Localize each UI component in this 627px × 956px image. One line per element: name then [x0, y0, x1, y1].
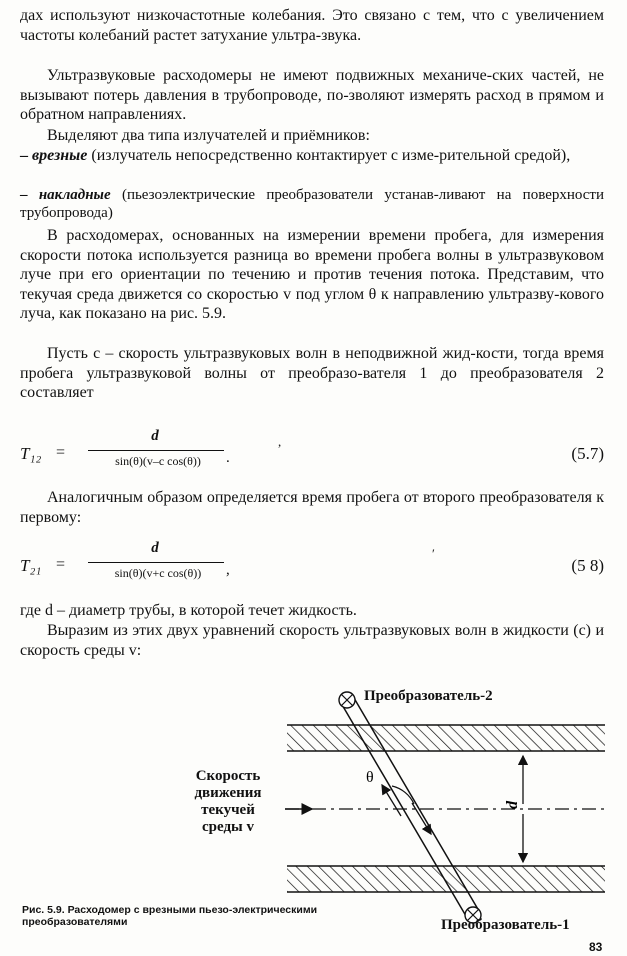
list-item-inline — [20, 146, 604, 166]
equation-number: (5 8) — [571, 556, 604, 575]
equation-numerator: d — [151, 540, 159, 556]
paragraph-transit-time: В расходомерах, основанных на измерении времени пробега, для измерения скорости потока используется разница во времени пробега волны в ультразвуковом луче при его ориентации по течению и против течения потока. Представим, что текучая среда движется со скоростью v под углом θ к направлению ультразву-кового луча, как показано на рис. 5.9. — [20, 227, 604, 323]
equation-denominator: sin(θ)(v+c cos(θ)) — [114, 566, 202, 580]
list-item-clamp-on — [20, 186, 604, 222]
equation-denominator: sin(θ)(v–c cos(θ)) — [115, 454, 201, 468]
list-text-clamp-on: (пьезоэлектрические преобразователи устанав-ливают на поверхности трубопровода) — [20, 187, 605, 221]
transducer-1-label: Преобразователь-1 — [441, 917, 570, 933]
list-text-inline: (излучатель непосредственно контактирует с изме-рительной средой), — [87, 147, 571, 164]
page-number: 83 — [589, 940, 603, 954]
equation-lhs: T₁₂ — [20, 444, 42, 463]
diameter-label: d — [504, 801, 521, 809]
paragraph-express: Выразим из этих двух уравнений скорость ультразвуковых волн в жидкости (c) и скорость среды v: — [20, 622, 604, 659]
equation-5-7 — [20, 428, 604, 476]
pipe-bottom-wall — [287, 866, 605, 892]
equation-numerator: d — [151, 428, 159, 444]
list-term-clamp-on: накладные — [38, 187, 111, 203]
fraction-bar — [88, 450, 224, 451]
equation-equals: = — [56, 556, 66, 573]
paragraph-advantages: Ультразвуковые расходомеры не имеют подвижных механиче-ских частей, не вызывают потерь давления в трубопроводе, по-зволяют измерять расход в прямом и обратном направлениях. — [20, 67, 604, 124]
equation-lhs: T₂₁ — [20, 556, 42, 575]
pipe-top-wall — [287, 725, 605, 751]
equation-5-8 — [20, 540, 604, 588]
paragraph-where-d: где d – диаметр трубы, в которой течет жидкость. — [20, 602, 357, 619]
equation-punctuation: . — [226, 450, 230, 466]
equation-equals: = — [56, 444, 66, 461]
figure-5-9 — [0, 684, 627, 956]
flow-speed-line: Скорость — [195, 768, 261, 784]
fraction-bar — [88, 562, 224, 563]
paragraph-types-intro: Выделяют два типа излучателей и приёмников: — [47, 127, 370, 144]
paragraph-sound-speed: Пусть c – скорость ультразвуковых волн в неподвижной жид-кости, тогда время пробега ультразвуковой волны от преобразо-вателя 1 до преобразователя 2 составляет — [20, 345, 604, 402]
transducer-2-symbol — [339, 692, 355, 708]
flow-speed-label — [176, 768, 280, 836]
transducer-2-label: Преобразователь-2 — [364, 688, 493, 704]
equation-mark: , — [278, 434, 282, 449]
equation-mark: ′ — [432, 546, 435, 561]
flow-speed-line: движения — [194, 785, 262, 801]
list-dash: – — [20, 147, 28, 164]
figure-caption: Рис. 5.9. Расходомер с врезными пьезо-электрическими преобразователями — [22, 904, 318, 928]
angle-label: θ — [366, 769, 374, 786]
list-dash: – — [20, 187, 28, 203]
flow-speed-line: среды v — [201, 819, 254, 835]
equation-punctuation: , — [226, 562, 230, 578]
equation-number: (5.7) — [571, 444, 604, 463]
flow-speed-line: текучей — [201, 802, 255, 818]
paragraph-continuation: дах используют низкочастотные колебания. Это связано с тем, что с увеличением частоты колебаний растет затухание ультра-звука. — [20, 7, 604, 44]
list-term-inline: врезные — [32, 147, 88, 164]
paragraph-reverse-time: Аналогичным образом определяется время пробега от второго преобразователя к первому: — [20, 489, 604, 526]
